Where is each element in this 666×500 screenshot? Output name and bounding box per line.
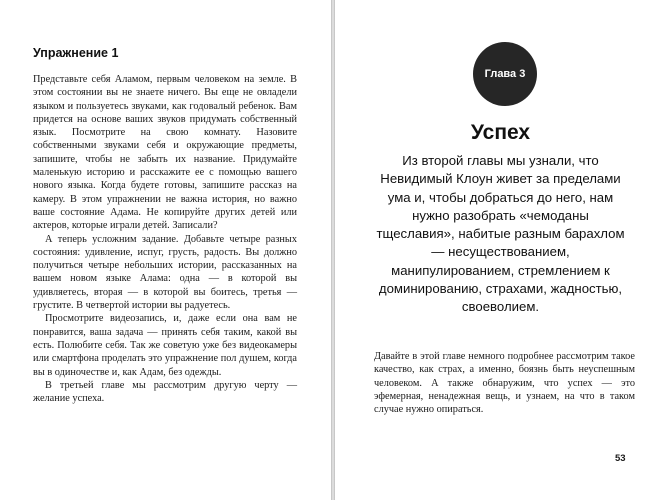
paragraph: Просмотрите видеозапись, и, даже если она вам не понравится, ваша задача — принять себя таким, какой вы есть. Полюбите себя. Так же советую уже без видеокамеры или смартфона проделать это упражнение пол душем, когда вы в одиночестве и, как Адам, без одежды. xyxy=(33,313,297,378)
paragraph: А теперь усложним задание. Добавьте четыре разных состояния: удивление, испуг, грусть, радость. Вы должно получиться четыре небольших истории, рассказанных на вашем новом языке Алама: одна — в которой вы удивляетесь, вторая — в которой вы боитесь, третья — грустите. В четвертой истории вы радуетесь. xyxy=(33,233,297,312)
exercise-body xyxy=(33,73,297,405)
paragraph: В третьей главе мы рассмотрим другую черту — желание успеха. xyxy=(33,379,297,405)
right-page xyxy=(335,0,666,500)
left-page xyxy=(0,0,331,500)
paragraph: Представьте себя Аламом, первым человеком на земле. В этом состоянии вы не знаете ничего. Вы еще не овладели языком и пользуетесь звуками, как годовалый ребенок. Вам придется на основе ваших звуков придумать собственный язык. Посмотрите на свою комнату. Назовите собственными звуками себя и окружающие предметы, запишите, чтобы не забыть их название. Придумайте маленькую историю и расскажите ее с помощью вашего нового языка. Когда будете готовы, запишите рассказ на камеру. В этом упражнении не важна история, но важно ваше состояние Адама. Не копируйте других детей или актеров, которые играли детей. Записали? xyxy=(33,74,297,232)
exercise-heading: Упражнение 1 xyxy=(33,46,119,60)
chapter-title: Успех xyxy=(470,121,531,144)
chapter-body: Давайте в этой главе немного подробнее рассмотрим такое качество, как страх, а именно, боязнь быть неуспешным человеком. А также обнаружим, что успех — это эфемерная, ненадежная вещь, и узнаем, на что в таком случае нужно опираться. xyxy=(374,351,635,416)
chapter-label: Глава 3 xyxy=(484,68,526,80)
chapter-badge xyxy=(473,42,537,106)
page-number: 53 xyxy=(615,453,626,464)
chapter-intro: Из второй главы мы узнали, что Невидимый Клоун живет за пределами ума и, чтобы добраться до него, нам нужно разобрать «чемоданы тщеславия», набитые разным барахлом — несуществованием, манипулированием, стремлением к доминированию, страхами, жадностью, своеволием. xyxy=(376,153,625,315)
